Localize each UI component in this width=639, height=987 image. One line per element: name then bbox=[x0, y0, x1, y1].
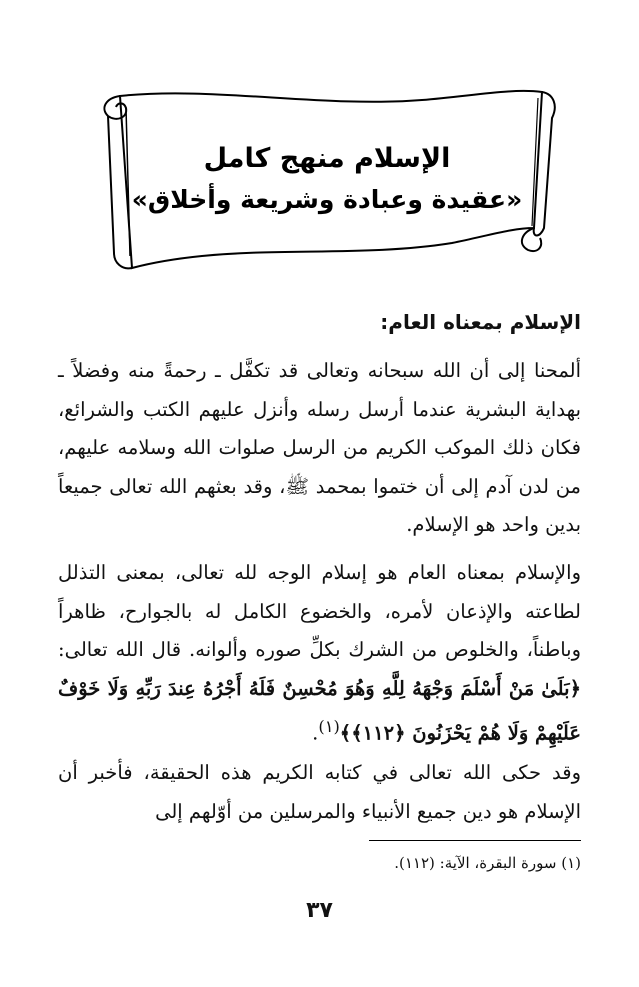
section-heading: الإسلام بمعناه العام: bbox=[380, 310, 581, 334]
paragraph-2-end: . bbox=[312, 721, 319, 745]
footnote: (١) سورة البقرة، الآية: (١١٢). bbox=[394, 854, 581, 872]
chapter-subtitle: «عقيدة وعبادة وشريعة وأخلاق» bbox=[131, 185, 523, 214]
paragraph-2 bbox=[58, 554, 581, 753]
chapter-title: الإسلام منهج كامل bbox=[203, 143, 451, 174]
quran-verse: ﴿بَلَىٰ مَنْ أَسْلَمَ وَجْهَهُ لِلَّهِ وَهُوَ مُحْسِنٌ فَلَهُ أَجْرُهُ عِندَ رَبِّهِ وَلَا خَوْفٌ عَلَيْهِمْ وَلَا هُمْ يَحْزَنُونَ ﴿١١٢﴾﴾ bbox=[58, 676, 581, 745]
paragraph-1: ألمحنا إلى أن الله سبحانه وتعالى قد تكفَّل ـ رحمةً منه وفضلاً ـ بهداية البشرية عندما أرسل رسله وأنزل عليهم الكتب والشرائع، فكان ذلك الموكب الكريم من الرسل صلوات الله وسلامه عليهم، من لدن آدم إلى أن ختموا بمحمد ﷺ، وقد بعثهم الله تعالى جميعاً بدين واحد هو الإسلام. bbox=[58, 359, 581, 536]
title-scroll-banner bbox=[92, 78, 562, 278]
scroll-ornament bbox=[92, 78, 562, 278]
paragraph-3: وقد حكى الله تعالى في كتابه الكريم هذه الحقيقة، فأخبر أن الإسلام هو دين جميع الأنبياء والمرسلين من أوّلهم إلى bbox=[58, 761, 581, 823]
footnote-divider bbox=[369, 840, 581, 841]
paragraph-2-text: والإسلام بمعناه العام هو إسلام الوجه لله تعالى، بمعنى التذلل لطاعته والإذعان لأمره، والخضوع الكامل له بالجوارح، ظاهراً وباطناً، والخلوص من الشرك بكلِّ صوره وألوانه. قال الله تعالى: bbox=[58, 561, 581, 661]
footnote-ref: (١) bbox=[318, 717, 340, 736]
page-number: ٣٧ bbox=[306, 898, 333, 923]
